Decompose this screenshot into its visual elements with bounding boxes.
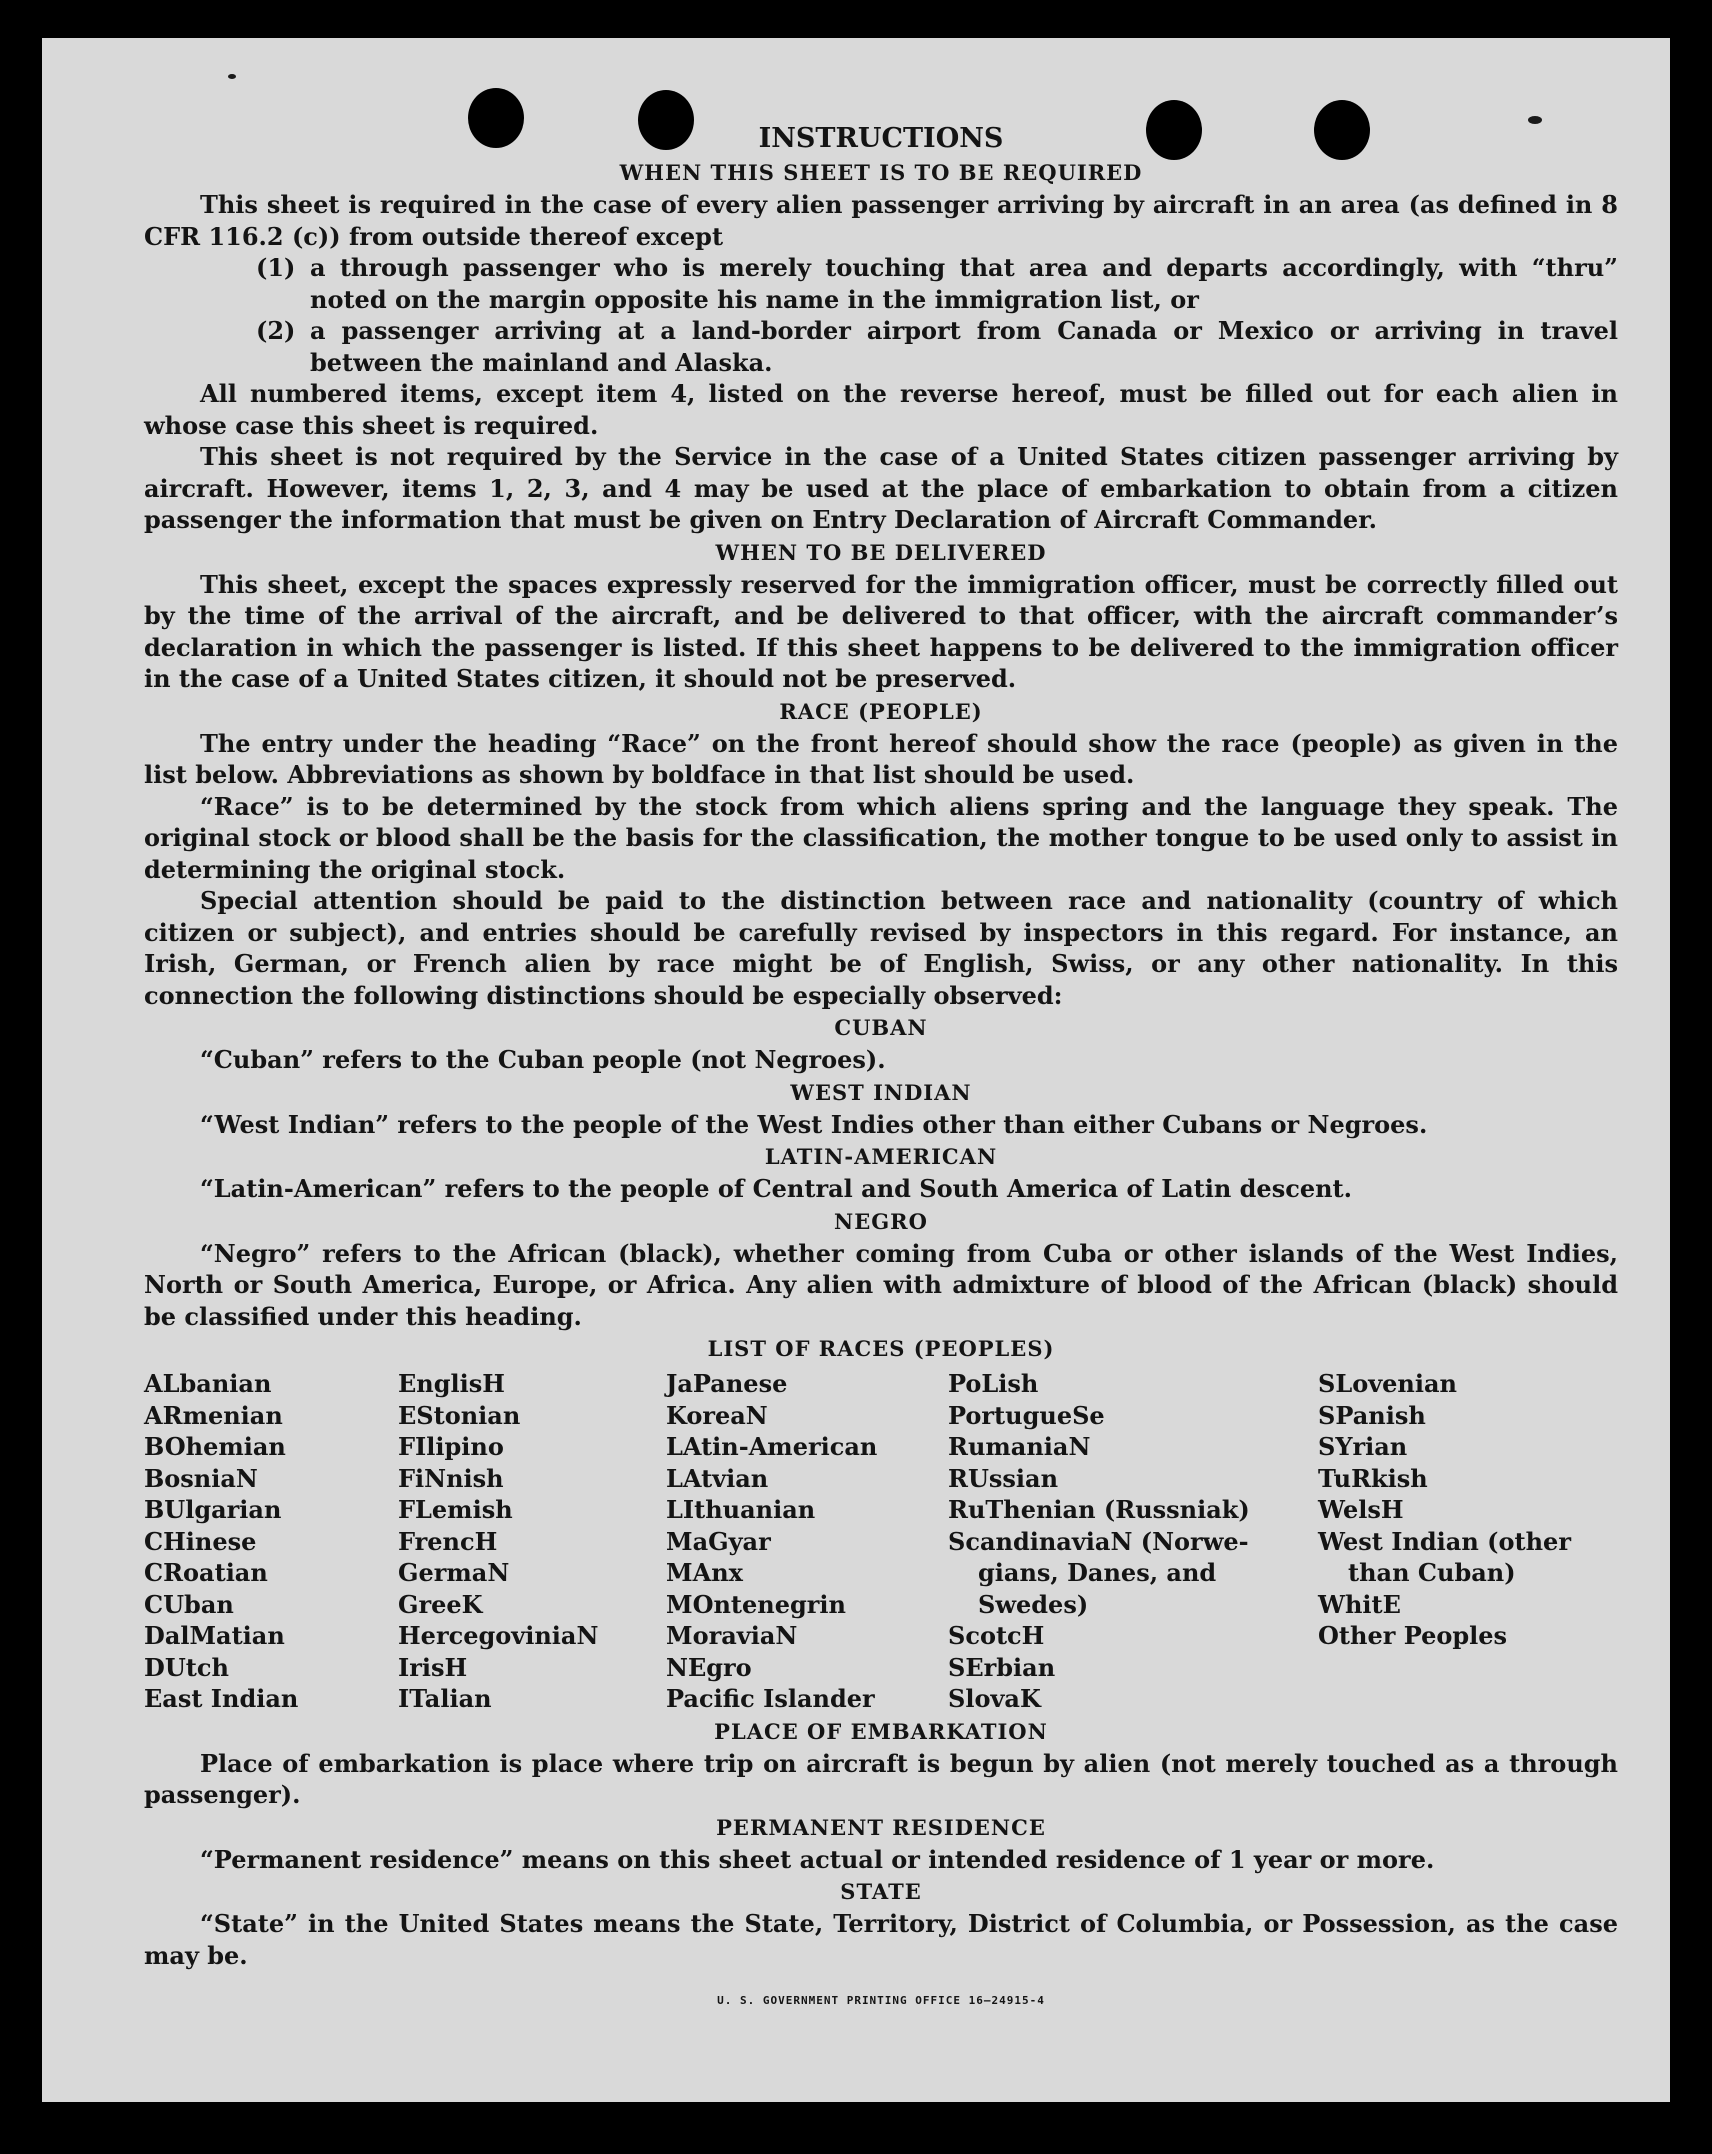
exception-text: a through passenger who is merely touching that area and departs accordingly, with “thru” noted on the margin opposite his name in the immigration list, or [310,253,1618,314]
heading-west-indian: WEST INDIAN [790,1079,972,1105]
race-entry: SLovenian [1318,1369,1457,1398]
paragraph-race-nationality: Special attention should be paid to the distinction between race and nationality (country of which citizen or subject), and entries should be carefully revised by inspectors in this regard. For instance, an Irish, German, or French alien by race might be of English, Swiss, or any other nationality. In this connection the following distinctions should be especially observed: [144,886,1618,1010]
paragraph-negro: “Negro” refers to the African (black), whether coming from Cuba or other islands of the West Indies, North or South America, Europe, or Africa. Any alien with admixture of blood of the African (black) should be classified under this heading. [144,1238,1618,1331]
document-title: INSTRUCTIONS [758,123,1004,154]
race-entry: IrisH [398,1652,468,1682]
race-entry: NEgro [666,1652,752,1682]
heading-permanent-residence: PERMANENT RESIDENCE [716,1814,1046,1840]
printer-imprint: U. S. GOVERNMENT PRINTING OFFICE 16—24915-4 [717,1994,1045,2007]
race-entry: TuRkish [1318,1463,1428,1493]
race-entry: RUssian [948,1463,1059,1493]
paragraph-delivery: This sheet, except the spaces expressly reserved for the immigration officer, must be correctly filled out by the time of the arrival of the aircraft, and be delivered to that officer, with the aircraft commander’s declaration in which the passenger is listed. If this sheet happens to be delivered to the immigration officer in the case of a United States citizen, it should not be preserved. [144,569,1618,693]
paragraph-race-definition: “Race” is to be determined by the stock from which aliens spring and the language they speak. The original stock or blood shall be the basis for the classification, the mother tongue to be used only to assist in determining the original stock. [144,791,1618,884]
exception-item [144,252,1618,315]
race-entry: RuThenian (Russniak) [948,1495,1250,1524]
race-column [144,1368,398,1715]
paragraph-required-intro: This sheet is required in the case of every alien passenger arriving by aircraft in an area (as defined in 8 CFR 116.2 (c)) from outside thereof except [144,190,1618,251]
race-entry: DalMatian [144,1621,285,1650]
race-column [1318,1368,1618,1715]
race-entry-continued: than Cuban) [1348,1558,1516,1587]
exception-text: a passenger arriving at a land-border airport from Canada or Mexico or arriving in travel between the mainland and Alaska. [310,316,1618,377]
race-entry: West Indian (other [1318,1526,1571,1556]
race-entry: DUtch [144,1652,229,1682]
race-entry: MOntenegrin [666,1589,846,1619]
race-entry: KoreaN [666,1400,768,1430]
race-entry: CUban [144,1589,234,1619]
exception-item [144,315,1618,378]
heading-when-delivered: WHEN TO BE DELIVERED [715,539,1047,565]
race-entry: SErbian [948,1652,1056,1682]
race-entry: ALbanian [144,1369,272,1398]
race-entry: RumaniaN [948,1432,1091,1461]
heading-embarkation: PLACE OF EMBARKATION [714,1718,1048,1744]
race-entry: MoraviaN [666,1621,798,1650]
race-column [666,1368,948,1715]
race-entry: FLemish [398,1495,513,1524]
race-entry: FiNnish [398,1463,504,1493]
race-entry: LIthuanian [666,1495,816,1524]
race-entry: PoLish [948,1369,1039,1398]
race-entry: Other Peoples [1318,1621,1508,1650]
heading-state: STATE [840,1879,922,1904]
race-entry-continued: Swedes) [978,1589,1089,1619]
race-entry: SYrian [1318,1432,1408,1461]
race-entry: CHinese [144,1526,257,1556]
paragraph-race-entry: The entry under the heading “Race” on the front hereof should show the race (people) as given in the list below. Abbreviations as shown by boldface in that list should be used. [144,728,1618,789]
heading-when-required: WHEN THIS SHEET IS TO BE REQUIRED [619,160,1143,185]
paragraph-latin-american: “Latin-American” refers to the people of Central and South America of Latin descent. [200,1174,1352,1203]
race-entry: BOhemian [144,1432,286,1461]
race-entry: GermaN [398,1558,510,1587]
race-entry: SPanish [1318,1400,1426,1430]
race-entry: LAtvian [666,1463,769,1493]
race-entry: BosniaN [144,1463,258,1493]
race-entry: MAnx [666,1558,743,1587]
race-entry-continued: gians, Danes, and [978,1558,1217,1587]
race-entry: GreeK [398,1589,483,1619]
race-entry: FIlipino [398,1432,504,1461]
heading-list-of-races: LIST OF RACES (PEOPLES) [707,1336,1055,1361]
paragraph-state: “State” in the United States means the State, Territory, District of Columbia, or Possession, as the case may be. [144,1909,1618,1970]
paragraph-permanent-residence: “Permanent residence” means on this sheet actual or intended residence of 1 year or more. [200,1844,1435,1874]
race-entry: HercegoviniaN [398,1621,599,1650]
race-column [398,1368,666,1715]
race-entry: WhitE [1318,1589,1401,1619]
race-entry: LAtin-American [666,1432,878,1461]
race-entry: PortugueSe [948,1400,1105,1430]
race-entry: FrencH [398,1526,498,1556]
heading-race: RACE (PEOPLE) [779,698,983,724]
race-entry: WelsH [1318,1495,1404,1524]
race-entry: ScandinaviaN (Norwe- [948,1526,1249,1556]
race-entry: ITalian [398,1684,492,1713]
exception-number: (2) [256,316,296,345]
paragraph-cuban: “Cuban” refers to the Cuban people (not Negroes). [200,1045,886,1074]
heading-negro: NEGRO [834,1208,928,1234]
document-body [144,122,1618,2017]
race-entry: BUlgarian [144,1495,282,1524]
race-entry: ScotcH [948,1621,1045,1650]
race-entry: CRoatian [144,1558,268,1587]
race-entry: Pacific Islander [666,1684,875,1713]
race-column [948,1368,1318,1715]
race-entry: EStonian [398,1400,521,1430]
race-entry: ARmenian [144,1400,283,1430]
paragraph-numbered-items: All numbered items, except item 4, listed on the reverse hereof, must be filled out for each alien in whose case this sheet is required. [144,379,1618,440]
exception-number: (1) [256,253,296,282]
ink-speck [228,74,236,79]
paragraph-embarkation: Place of embarkation is place where trip on aircraft is begun by alien (not merely touched as a through passenger). [144,1748,1618,1809]
paragraph-citizen-passenger: This sheet is not required by the Service in the case of a United States citizen passenger arriving by aircraft. However, items 1, 2, 3, and 4 may be used at the place of embarkation to obtain from a citizen passenger the information that must be given on Entry Declaration of Aircraft Commander. [144,442,1618,534]
race-entry: EnglisH [398,1369,505,1398]
race-entry: SlovaK [948,1684,1041,1713]
race-entry: JaPanese [666,1369,788,1398]
document-page [42,38,1670,2102]
heading-latin-american: LATIN-AMERICAN [764,1144,998,1169]
race-entry: MaGyar [666,1526,771,1556]
race-entry: East Indian [144,1684,299,1713]
paragraph-west-indian: “West Indian” refers to the people of the West Indies other than either Cubans or Negroes. [200,1109,1428,1139]
heading-cuban: CUBAN [834,1015,928,1040]
race-list [144,1368,1618,1715]
